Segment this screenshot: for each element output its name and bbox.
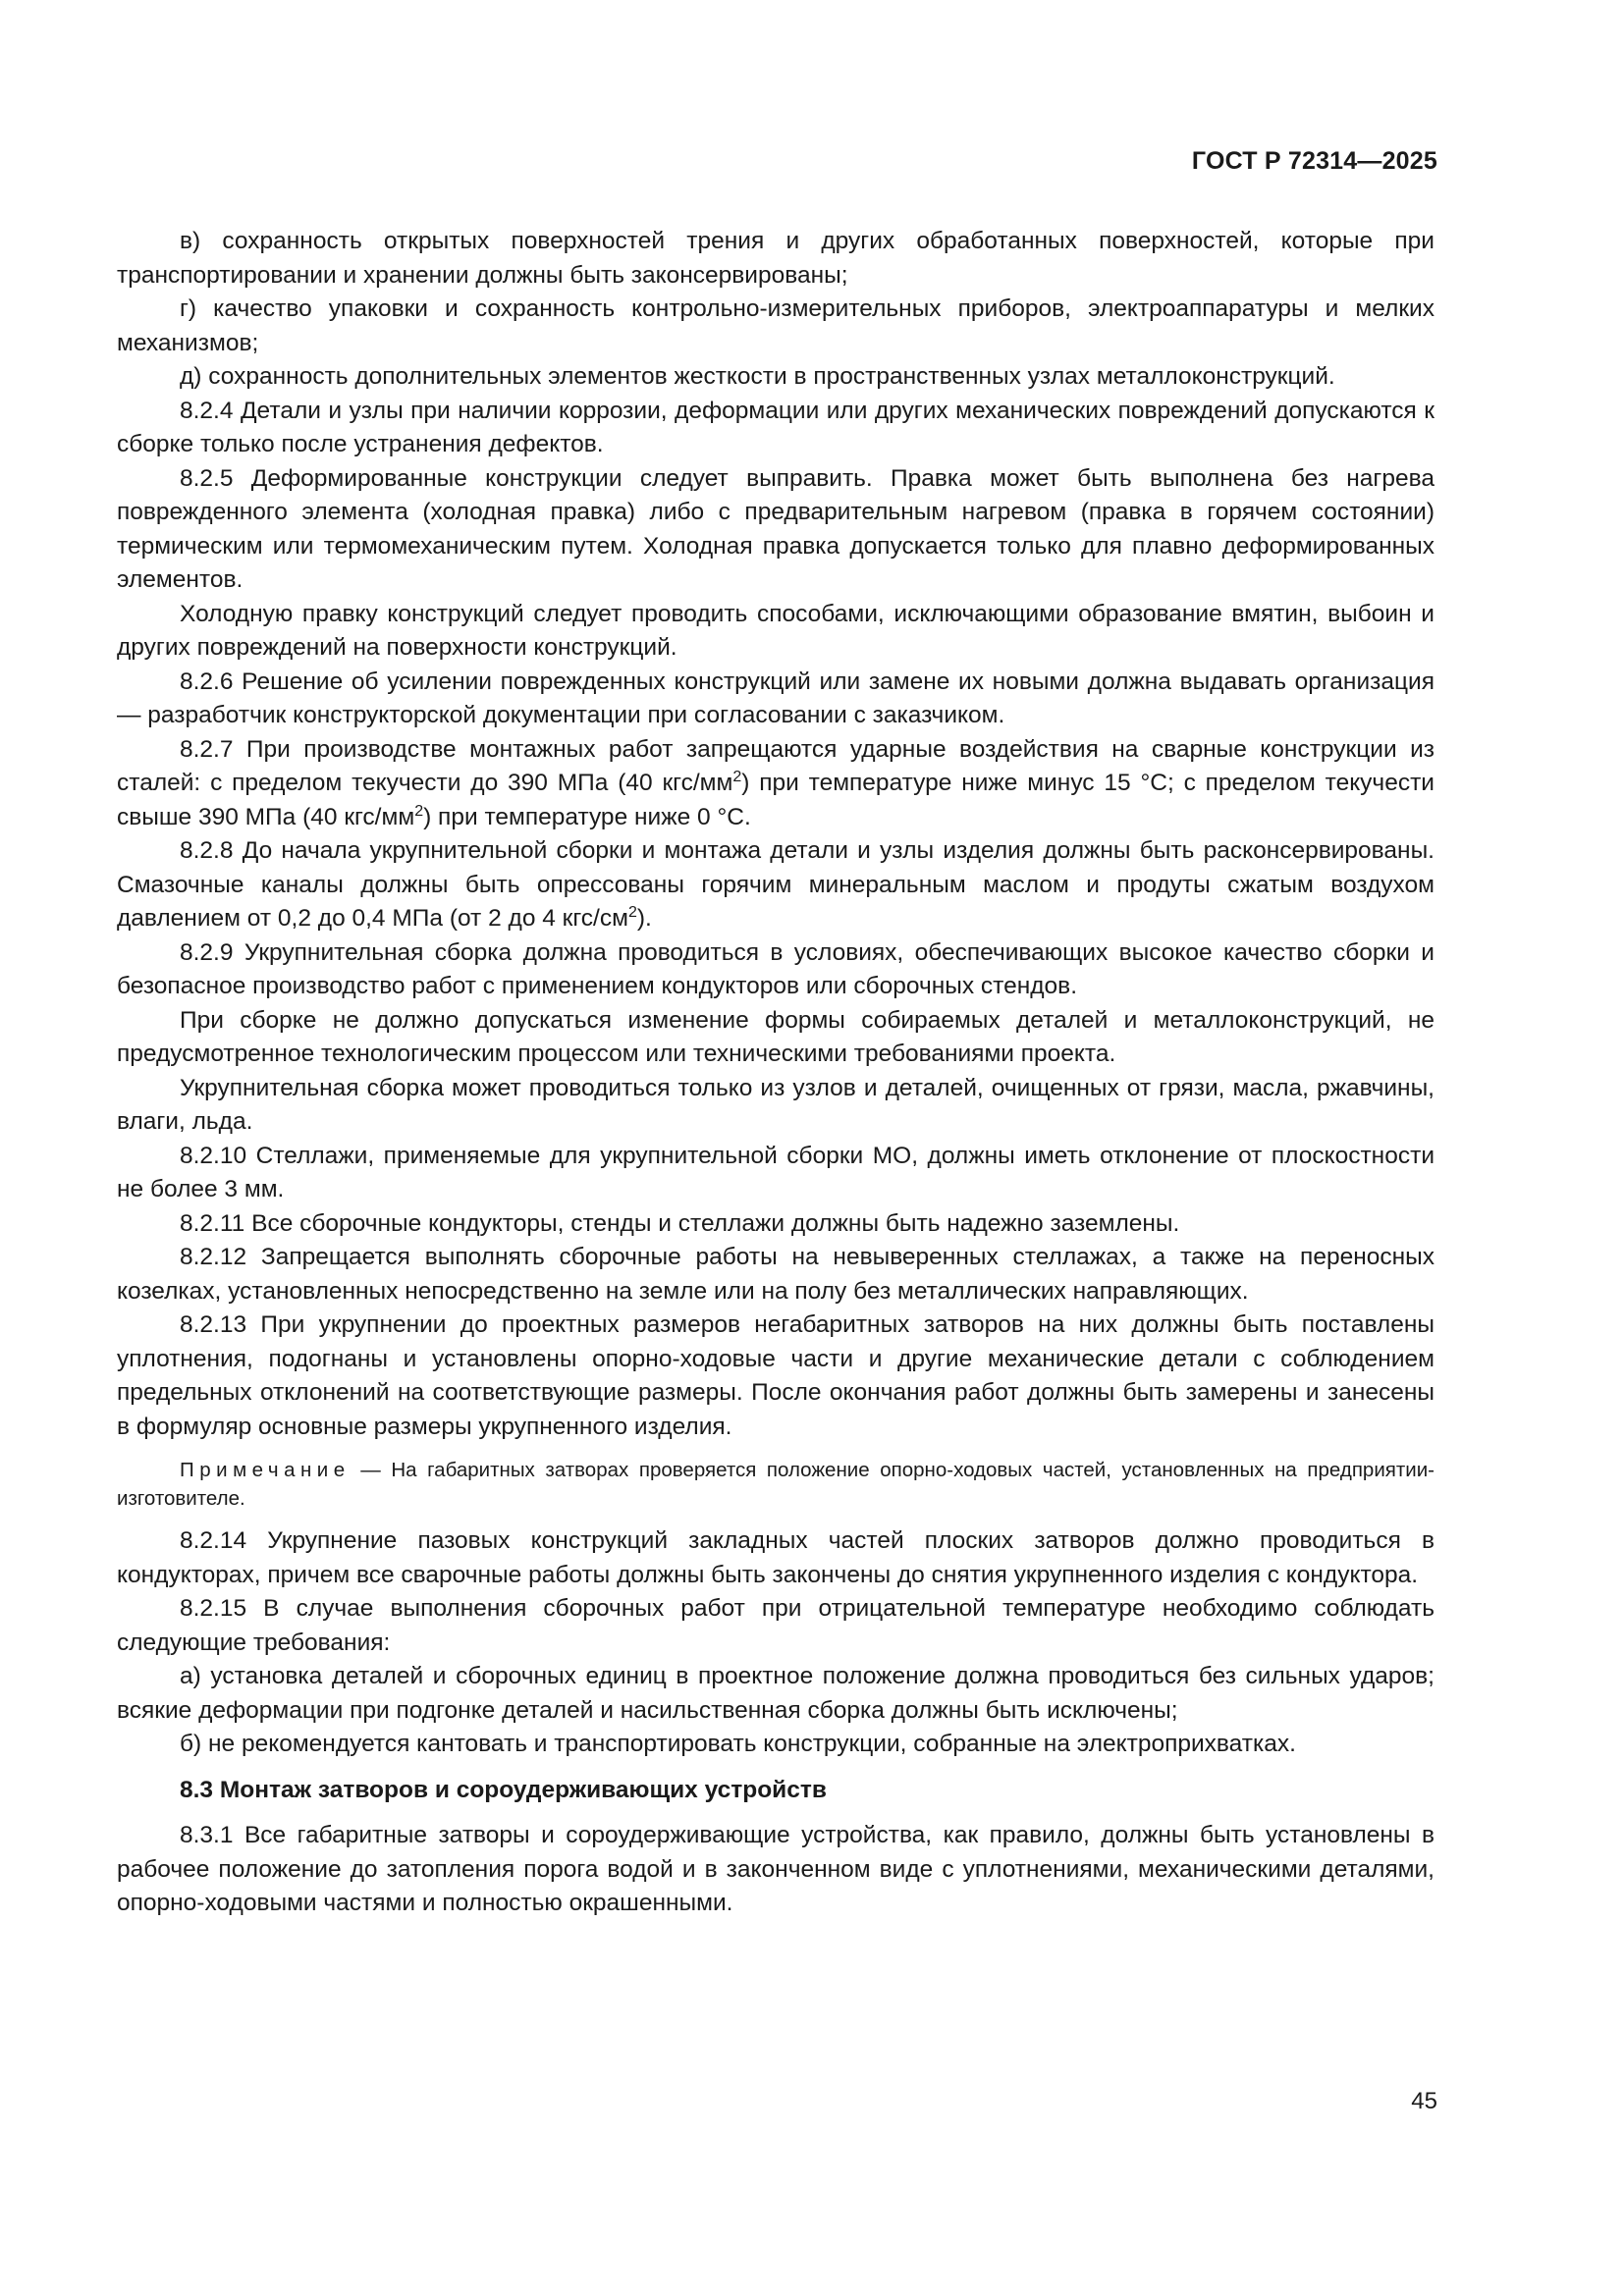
paragraph-cold-straightening: Холодную правку конструкций следует проводить способами, исключающими образование вмятин, выбоин и других повреждений на поверхности конструкций. xyxy=(117,600,1435,661)
paragraph-8-2-14: 8.2.14 Укрупнение пазовых конструкций закладных частей плоских затворов должно проводиться в кондукторах, причем все сварочные работы должны быть закончены до снятия укрупненного изделия с кондуктора. xyxy=(117,1527,1435,1588)
paragraph-8-2-7-part-b: ) при температуре ниже минус 15 °С; с пределом текучести свыше 390 МПа (40 кгс/мм xyxy=(117,770,1435,830)
paragraph-8-2-7-part-a: 8.2.7 При производстве монтажных работ запрещаются ударные воздействия на сварные конструкции из сталей: с пределом текучести до 390 МПа (40 кгс/мм xyxy=(117,735,1435,796)
paragraph-8-2-8-part-a: 8.2.8 До начала укрупнительной сборки и монтажа детали и узлы изделия должны быть расконсервированы. Смазочные каналы должны быть опрессованы горячим минеральным маслом и продуты сжатым воздухом давлением от 0,2 до 0,4 МПа (от 2 до 4 кгс/см xyxy=(117,837,1435,932)
document-body xyxy=(117,225,1435,1921)
paragraph-8-2-4: 8.2.4 Детали и узлы при наличии коррозии, деформации или других механических повреждений допускаются к сборке только после устранения дефектов. xyxy=(117,397,1435,457)
paragraph-enlarged-assembly: Укрупнительная сборка может проводиться только из узлов и деталей, очищенных от грязи, масла, ржавчины, влаги, льда. xyxy=(117,1074,1435,1135)
note-label: Примечание xyxy=(180,1459,351,1481)
paragraph-8-2-5: 8.2.5 Деформированные конструкции следует выправить. Правка может быть выполнена без нагрева поврежденного элемента (холодная правка) либо с предварительным нагревом (правка в горячем состоянии) термическим или термомеханическим путем. Холодная правка допускается только для плавно деформированных элементов. xyxy=(117,464,1435,593)
paragraph-8-2-8-part-b: ). xyxy=(636,905,652,932)
paragraph-assembly-shape: При сборке не должно допускаться изменение формы собираемых деталей и металлоконструкций, не предусмотренное технологическим процессом или техническими требованиями проекта. xyxy=(117,1006,1435,1067)
standard-code-header: ГОСТ Р 72314—2025 xyxy=(1191,147,1437,175)
paragraph-8-2-7 xyxy=(117,733,1435,835)
paragraph-item-g: г) качество упаковки и сохранность контрольно-измерительных приборов, электроаппаратуры и мелких механизмов; xyxy=(117,295,1435,356)
superscript: 2 xyxy=(414,802,424,820)
paragraph-item-a: а) установка деталей и сборочных единиц в проектное положение должна проводиться без сильных ударов; всякие деформации при подгонке деталей и насильственная сборка должны быть исключены; xyxy=(117,1663,1435,1724)
paragraph-8-2-11: 8.2.11 Все сборочные кондукторы, стенды и стеллажи должны быть надежно заземлены. xyxy=(180,1209,1180,1237)
superscript: 2 xyxy=(627,904,637,921)
note xyxy=(117,1456,1435,1513)
superscript: 2 xyxy=(732,769,742,785)
paragraph-8-3-1: 8.3.1 Все габаритные затворы и сороудерживающие устройства, как правило, должны быть установлены в рабочее положение до затопления порога водой и в законченном виде с уплотнениями, механическими деталями, опорно-ходовыми частями и полностью окрашенными. xyxy=(117,1822,1435,1916)
paragraph-8-2-13: 8.2.13 При укрупнении до проектных размеров негабаритных затворов на них должны быть поставлены уплотнения, подогнаны и установлены опорно-ходовые части и другие механические детали с соблюдением предельных отклонений на соответствующие размеры. После окончания работ должны быть замерены и занесены в формуляр основные размеры укрупненного изделия. xyxy=(117,1311,1435,1440)
paragraph-8-2-12: 8.2.12 Запрещается выполнять сборочные работы на невыверенных стеллажах, а также на переносных козелках, установленных непосредственно на земле или на полу без металлических направляющих. xyxy=(117,1244,1435,1305)
paragraph-item-b: б) не рекомендуется кантовать и транспортировать конструкции, собранные на электроприхватках. xyxy=(180,1731,1296,1757)
paragraph-8-2-7-part-c: ) при температуре ниже 0 °С. xyxy=(423,803,751,830)
page-number: 45 xyxy=(1411,2088,1437,2114)
paragraph-8-2-10: 8.2.10 Стеллажи, применяемые для укрупнительной сборки МО, должны иметь отклонение от плоскостности не более 3 мм. xyxy=(117,1142,1435,1202)
paragraph-8-2-8 xyxy=(117,834,1435,936)
paragraph-8-2-6: 8.2.6 Решение об усилении поврежденных конструкций или замене их новыми должна выдавать организация — разработчик конструкторской документации при согласовании с заказчиком. xyxy=(117,667,1435,728)
section-heading-8-3: 8.3 Монтаж затворов и сороудерживающих устройств xyxy=(180,1776,827,1803)
paragraph-8-2-9: 8.2.9 Укрупнительная сборка должна проводиться в условиях, обеспечивающих высокое качество сборки и безопасное производство работ с применением кондукторов или сборочных стендов. xyxy=(117,938,1435,999)
paragraph-item-d: д) сохранность дополнительных элементов жесткости в пространственных узлах металлоконструкций. xyxy=(180,363,1335,390)
paragraph-8-2-15: 8.2.15 В случае выполнения сборочных работ при отрицательной температуре необходимо соблюдать следующие требования: xyxy=(117,1595,1435,1656)
note-text: — На габаритных затворах проверяется положение опорно-ходовых частей, установленных на предприятии-изготовителе. xyxy=(117,1459,1435,1510)
paragraph-item-v: в) сохранность открытых поверхностей трения и других обработанных поверхностей, которые при транспортировании и хранении должны быть законсервированы; xyxy=(117,228,1435,289)
